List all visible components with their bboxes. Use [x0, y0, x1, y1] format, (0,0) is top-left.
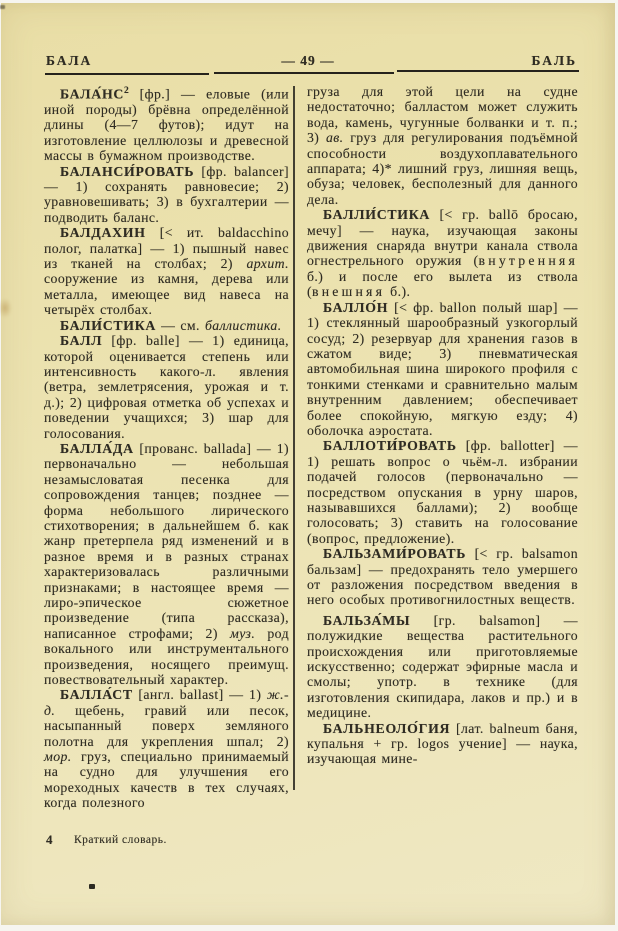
entry-headword: БАЛЛА́ДА [60, 440, 134, 456]
entry-headword: БАЛЛ [60, 333, 103, 349]
entry-text: [англ. ballast] — 1) [132, 687, 267, 703]
entry-text: б.). [385, 284, 411, 300]
dictionary-entry [44, 84, 289, 164]
entry-text: ав. [325, 130, 344, 146]
entry-text: [< ит. baldacchino полог, палатка] — 1) пышный навес из тканей на столбах; 2) [44, 225, 289, 272]
entry-headword: БАЛЛОТИ́РОВАТЬ [323, 438, 457, 454]
running-head-left: БАЛА [46, 53, 93, 68]
dictionary-entry [307, 721, 578, 767]
entry-text: муз. [230, 625, 256, 641]
dictionary-entry [44, 164, 289, 226]
entry-text: щебень, гравий или песок, насыпанный поверх земляного полотна для укрепления шпал; 2) [44, 702, 289, 749]
entry-headword: БАЛЬЗАМИ́РОВАТЬ [323, 546, 467, 562]
dictionary-entry [44, 687, 289, 810]
entry-headword: БАЛАНСИ́РОВАТЬ [60, 163, 195, 179]
running-head-right: БАЛЬ [531, 53, 577, 68]
entry-text: мор. [44, 749, 72, 765]
entry-headword: БАЛЬНЕОЛО́ГИЯ [323, 720, 451, 736]
dictionary-entry [44, 318, 289, 333]
dictionary-entry [307, 438, 578, 546]
entry-text: архит. [246, 256, 289, 272]
header-rule-left [45, 73, 209, 75]
dictionary-entry [307, 207, 578, 299]
scanned-page [1, 3, 615, 925]
entry-text: [< фр. ballon полый шар] — 1) стеклянный шарообразный узкогорлый сосуд; 2) резервуар для хранения газов в сжатом виде; 3) пневматическая автомобильная шина широкого профиля с тонкими стенками и сравнительно малым внутренним давлением; обеспечивает более спокойную, мягкую езду; 4) оболочка аэростата. [307, 299, 578, 438]
header-rule-center [214, 72, 394, 74]
entry-text: [гр. balsamon] — полужидкие вещества растительного происхождения или приготовляемые искусственно; содержат эфирные масла и смолы; употр. в технике (для изготовления скипидара, лаков и пр.) и в медицине. [307, 612, 578, 721]
signature-title: Краткий словарь. [74, 834, 167, 846]
dictionary-entry [307, 300, 578, 439]
entry-text: [лат. balneum баня, купальня + гр. logos учение] — наука, изучающая мине- [307, 720, 578, 767]
entry-text: внутренняя [478, 253, 578, 269]
dictionary-entry [44, 225, 289, 317]
entry-text: 2 [124, 86, 129, 96]
dictionary-entry [44, 441, 289, 688]
entry-text: — см. [156, 317, 205, 333]
entry-text: внешняя [312, 284, 386, 300]
dictionary-entry [44, 333, 289, 441]
entry-headword: БАЛЛО́Н [323, 299, 389, 315]
signature-number: 4 [46, 832, 53, 847]
entry-text: груз для регулирования подъёмной способности воздухоплавательного аппарата; 4)* лишний груз, лишняя вещь, обуза; человек, бесполезный для данного дела. [307, 130, 579, 207]
entry-text: сооружение из камня, дерева или металла, имеющее вид навеса на четырёх столбах. [44, 271, 289, 318]
dictionary-entry [307, 84, 578, 207]
entry-text: груз, специально принимаемый на судно для улучшения его мореходных качеств в тех случаях, когда полезного [44, 749, 289, 811]
entry-text: груза для этой цели на судне недостаточно; балластом может служить вода, камень, чугунные болванки и т. п.; 3) [307, 84, 578, 146]
page-number: — 49 — [281, 53, 335, 68]
right-column [307, 84, 578, 767]
entry-text: род вокального или инструментального произведения, носящего преимущ. повествовательный характер. [44, 625, 289, 688]
entry-text: [фр.] — еловые (или иной породы) брёвна определённой длины (4—7 футов); идут на изготовление целлюлозы и древесной массы в бумажном производстве. [44, 86, 289, 164]
entry-text: [фр. balancer] — 1) сохранять равновесие; 2) уравновешивать; 3) в бухгалтерии — подводить баланс. [44, 163, 289, 225]
margin-stain [0, 298, 12, 318]
entry-headword: БАЛДАХИН [60, 225, 146, 241]
entry-text: [< гр. balsamon бальзам] — предохранять тело умершего от разложения посредством введения в него особых противогнилостных веществ. [307, 546, 578, 608]
entry-text: б.) и после его вылета из ствола ( [307, 268, 578, 300]
dictionary-entry [307, 613, 578, 721]
entry-text: ж.-д. [44, 687, 289, 718]
entry-headword: БАЛЛИ́СТИКА [323, 207, 431, 223]
entry-text: баллистика. [204, 317, 282, 333]
entry-headword: БАЛЛА́СТ [60, 687, 133, 703]
entry-text: [прованс. ballada] — 1) первоначально — небольшая незамысловатая песенка для сопровождения танцев; позднее — форма небольшого лирического стихотворения; в дальнейшем б. как жанр претерпела ряд изменений и в разное время и в разных странах характеризовалась различными признаками; в настоящее время — лиро-эпическое сюжетное произведение (типа рассказа), написанное строфами; 2) [44, 440, 289, 641]
scan-edge-speck [0, 5, 5, 9]
entry-text: [фр. balle] — 1) единица, которой оценивается степень или интенсивность какого-л. явления (ветра, землетрясения, урожая и т. д.); 2) цифровая отметка об успехах и поведении учащихся; 3) шар для голосования. [44, 333, 289, 441]
entry-headword: БАЛА́НС [60, 86, 125, 102]
column-divider [293, 86, 295, 790]
header-rule-right [397, 70, 579, 72]
ink-speck [89, 884, 95, 889]
dictionary-entry [307, 546, 578, 608]
entry-text: [фр. ballotter] — 1) решать вопрос о чьём-л. избрании подачей голосов (первоначально — посредством опускания в урну шаров, называвшихся баллами); 2) вообще голосовать; 3) ставить на голосование (вопрос, предложение). [307, 438, 578, 546]
entry-headword: БАЛЬЗА́МЫ [323, 612, 411, 628]
left-column [44, 84, 289, 811]
entry-text: [< гр. ballō бросаю, мечу] — наука, изучающая законы движения снаряда внутри канала ствола огнестрельного оружия ( [307, 207, 578, 269]
entry-headword: БАЛИ́СТИКА [60, 317, 157, 333]
